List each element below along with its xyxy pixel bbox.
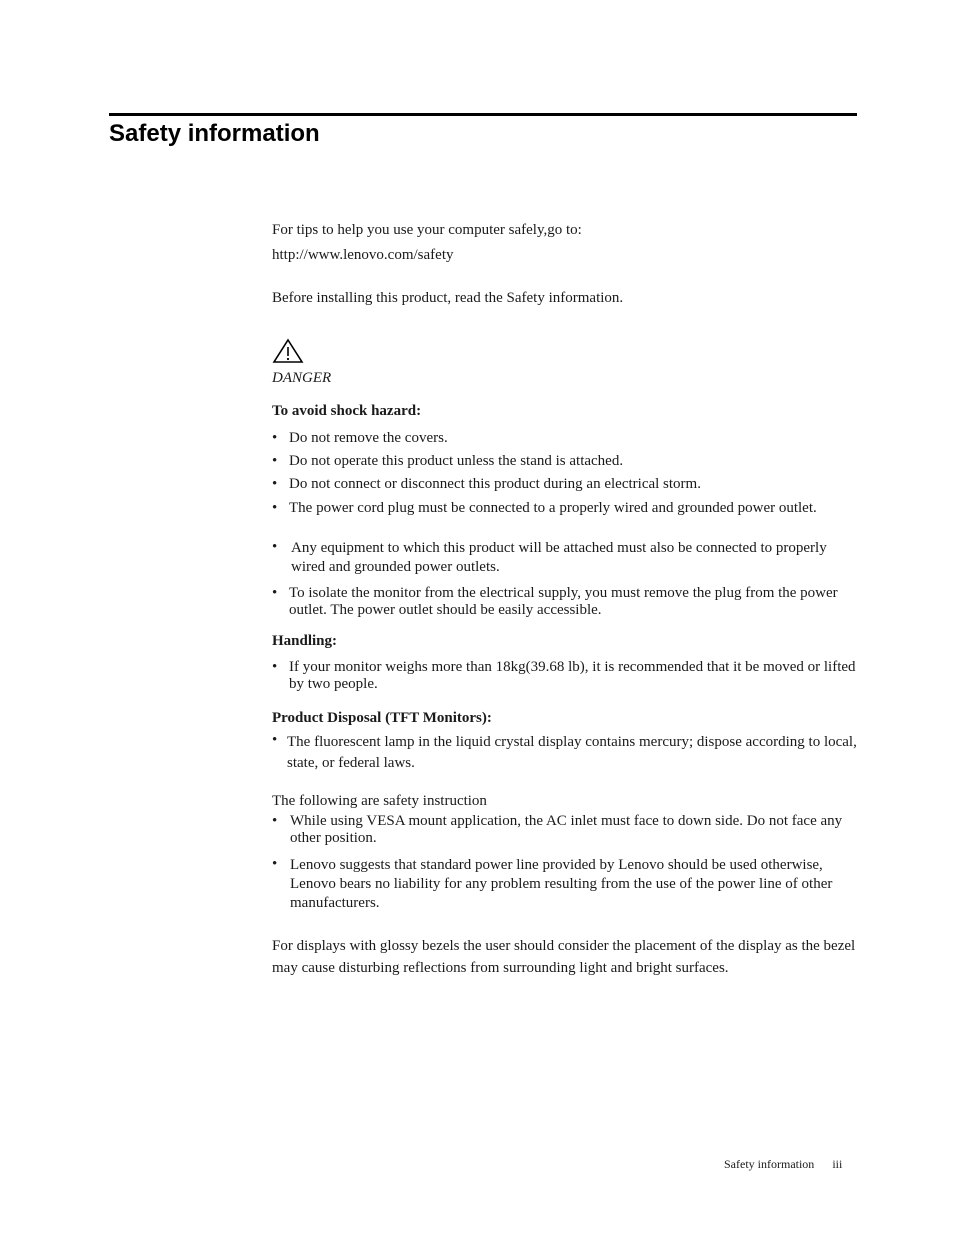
shock-heading: To avoid shock hazard: bbox=[272, 403, 422, 419]
intro-before: Before installing this product, read the Safety information. bbox=[272, 290, 624, 306]
list-item-text: To isolate the monitor from the electrical supply, you must remove the plug from the power outlet. The power outlet should be easily accessible. bbox=[289, 585, 838, 618]
list-item-text: If your monitor weighs more than 18kg(39.68 lb), it is recommended that it be moved or lifted by two people. bbox=[289, 659, 856, 692]
page-number: iii bbox=[832, 1157, 843, 1171]
page-title: Safety information bbox=[109, 120, 320, 147]
title-rule bbox=[109, 113, 857, 116]
page-footer bbox=[724, 1157, 842, 1172]
bullet: • bbox=[272, 453, 278, 469]
warning-triangle-icon bbox=[272, 338, 304, 364]
bullet: • bbox=[272, 813, 278, 829]
bullet: • bbox=[272, 585, 278, 601]
instructions-heading: The following are safety instruction bbox=[272, 793, 487, 809]
bullet: • bbox=[272, 476, 278, 492]
bullet: • bbox=[272, 659, 278, 675]
list-item-text: The power cord plug must be connected to a properly wired and grounded power outlet. bbox=[289, 500, 817, 516]
list-item-text: Any equipment to which this product will be attached must also be connected to properly wired and grounded power outlets. bbox=[291, 540, 827, 575]
bullet: • bbox=[272, 500, 278, 516]
bullet: • bbox=[272, 430, 278, 446]
list-item-text: Do not operate this product unless the stand is attached. bbox=[289, 453, 624, 469]
footer-section: Safety information bbox=[724, 1157, 815, 1171]
danger-label: DANGER bbox=[272, 370, 332, 386]
bullet: • bbox=[272, 732, 278, 748]
safety-url: http://www.lenovo.com/safety bbox=[272, 247, 454, 263]
disposal-heading: Product Disposal (TFT Monitors): bbox=[272, 710, 492, 726]
handling-heading: Handling: bbox=[272, 633, 338, 649]
list-item-text: The fluorescent lamp in the liquid crystal display contains mercury; dispose according to local, state, or federal laws. bbox=[287, 734, 857, 771]
list-item-text: Lenovo suggests that standard power line provided by Lenovo should be used otherwise, Lenovo bears no liability for any problem resulting from the use of the power line of other manufacturers. bbox=[290, 857, 833, 911]
list-item-text: Do not remove the covers. bbox=[289, 430, 448, 446]
list-item-text: While using VESA mount application, the AC inlet must face to down side. Do not face any other position. bbox=[290, 813, 843, 846]
glossy-bezel-note: For displays with glossy bezels the user should consider the placement of the display as the bezel may cause disturbing reflections from surrounding light and bright surfaces. bbox=[272, 938, 856, 976]
bullet: • bbox=[272, 856, 278, 872]
bullet: • bbox=[272, 539, 278, 555]
list-item-text: Do not connect or disconnect this product during an electrical storm. bbox=[289, 476, 701, 492]
intro-tips: For tips to help you use your computer safely,go to: bbox=[272, 222, 582, 238]
